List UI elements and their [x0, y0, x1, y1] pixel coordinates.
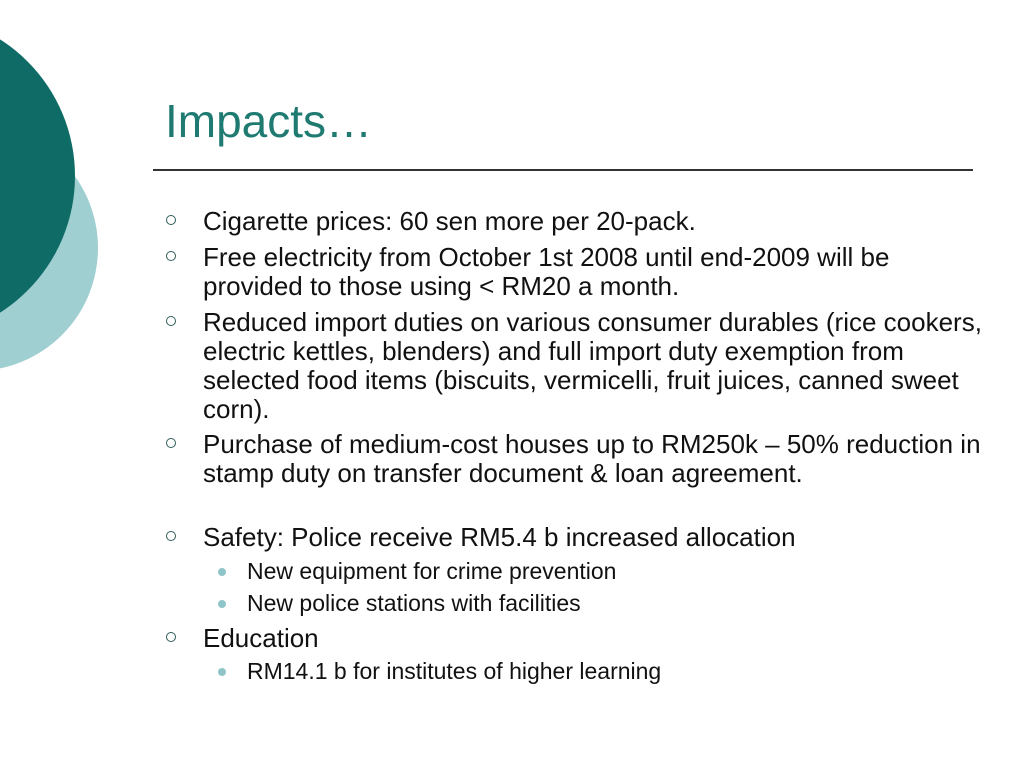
bullet-text: Education: [203, 623, 319, 653]
sub-bullet-item: [247, 658, 987, 685]
ring-bullet-icon: [166, 251, 176, 261]
ring-bullet-icon: [166, 316, 176, 326]
sub-bullet-item: [247, 590, 987, 617]
dot-bullet-icon: [218, 600, 226, 608]
bullet-item: [203, 207, 993, 236]
bullet-text: Reduced import duties on various consumer durables (rice cookers, electric kettles, blenders) and full import duty exemption from selected food items (biscuits, vermicelli, fruit juices, canned sweet corn).: [203, 307, 982, 424]
sub-bullet-text: New equipment for crime prevention: [247, 558, 617, 584]
bullet-text: Safety: Police receive RM5.4 b increased allocation: [203, 522, 796, 552]
bullet-item: [203, 308, 993, 424]
bullet-item: [203, 430, 993, 488]
dot-bullet-icon: [218, 668, 226, 676]
ring-bullet-icon: [166, 531, 176, 541]
bullet-item: [203, 243, 993, 301]
sub-bullet-text: New police stations with facilities: [247, 590, 581, 616]
slide-title: Impacts…: [165, 95, 373, 147]
sub-bullet-item: [247, 558, 987, 585]
ring-bullet-icon: [166, 632, 176, 642]
bullet-text: Purchase of medium-cost houses up to RM250k – 50% reduction in stamp duty on transfer document & loan agreement.: [203, 429, 981, 488]
dot-bullet-icon: [218, 568, 226, 576]
bullet-item: [203, 523, 993, 552]
bullet-text: Cigarette prices: 60 sen more per 20-pack.: [203, 206, 696, 236]
ring-bullet-icon: [166, 215, 176, 225]
bullet-item: [203, 624, 993, 653]
bullet-text: Free electricity from October 1st 2008 until end-2009 will be provided to those using < RM20 a month.: [203, 242, 890, 301]
sub-bullet-text: RM14.1 b for institutes of higher learning: [247, 658, 662, 684]
ring-bullet-icon: [166, 438, 176, 448]
